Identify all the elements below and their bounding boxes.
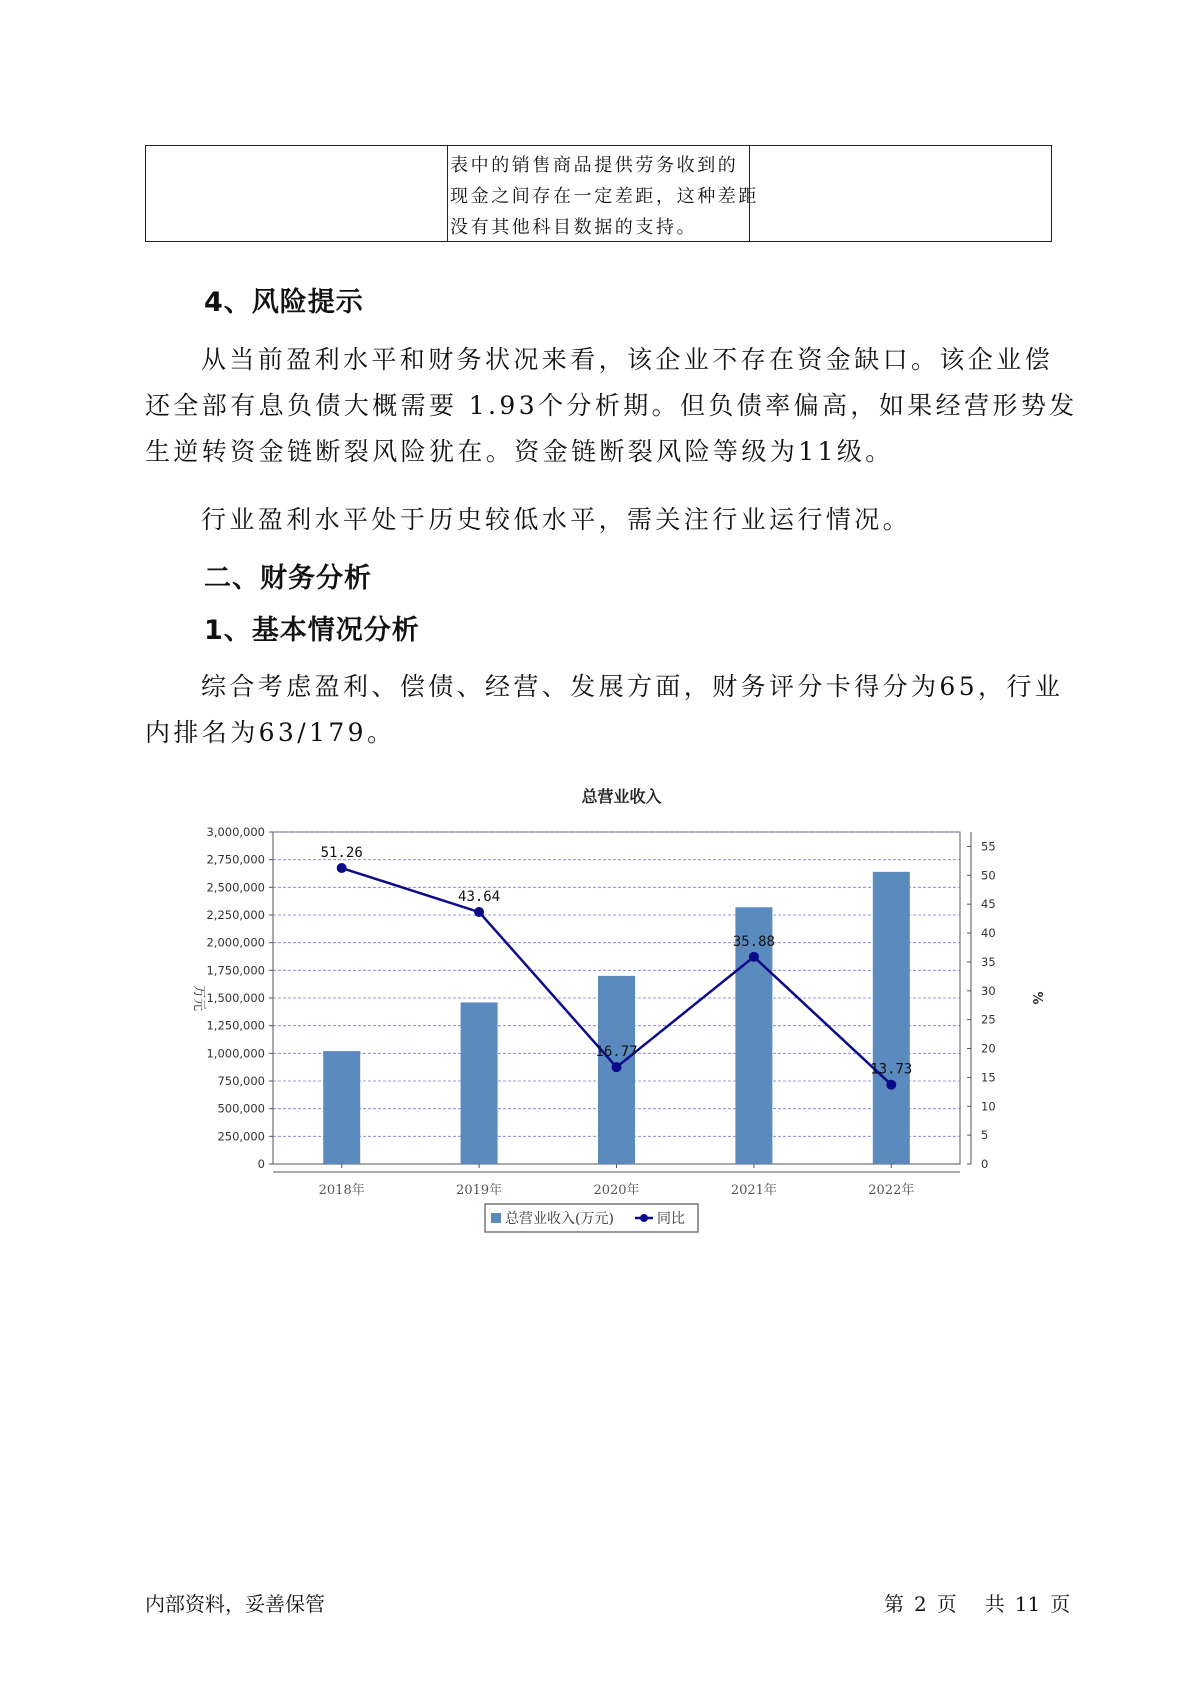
left-tick-label: 1,000,000 <box>206 1046 265 1061</box>
paragraph-line: 行业盈利水平处于历史较低水平，需关注行业运行情况。 <box>201 505 912 534</box>
left-tick-label: 2,500,000 <box>206 880 265 895</box>
table-fragment <box>145 145 1052 242</box>
x-tick-label: 2018年 <box>318 1183 365 1198</box>
table-text-line: 表中的销售商品提供劳务收到的 <box>450 155 739 176</box>
footer-page-number <box>884 1588 1080 1617</box>
x-tick-label: 2019年 <box>456 1183 503 1198</box>
table-cell-empty-right <box>750 146 1051 241</box>
page-num: 2 <box>914 1592 927 1616</box>
x-tick-label: 2021年 <box>730 1183 777 1198</box>
yoy-data-label: 16.77 <box>595 1044 638 1061</box>
legend-line-label: 同比 <box>657 1211 685 1227</box>
footer-confidential: 内部资料，妥善保管 <box>145 1592 325 1616</box>
total-num: 11 <box>1014 1592 1041 1616</box>
revenue-chart <box>175 780 1044 1240</box>
subsection-heading-basic: 1、基本情况分析 <box>204 615 420 646</box>
revenue-bar <box>323 1051 360 1164</box>
left-tick-label: 1,250,000 <box>206 1018 265 1033</box>
right-tick-label: 15 <box>981 1070 996 1085</box>
yoy-data-label: 43.64 <box>458 889 501 906</box>
yoy-point <box>474 907 484 917</box>
right-tick-label: 50 <box>981 868 996 883</box>
left-tick-label: 500,000 <box>217 1101 265 1116</box>
right-tick-label: 55 <box>981 839 996 854</box>
legend-bar-swatch <box>491 1213 501 1223</box>
legend-bar-label: 总营业收入(万元) <box>505 1211 614 1227</box>
left-tick-label: 1,500,000 <box>206 991 265 1005</box>
right-tick-label: 10 <box>981 1099 996 1114</box>
score-paragraph <box>145 664 1064 756</box>
right-tick-label: 35 <box>981 954 996 969</box>
right-tick-label: 30 <box>981 983 996 998</box>
yoy-data-label: 35.88 <box>732 933 775 950</box>
left-tick-label: 750,000 <box>217 1074 265 1088</box>
right-tick-label: 40 <box>981 926 996 941</box>
total-prefix: 共 <box>984 1592 1005 1616</box>
left-tick-label: 1,750,000 <box>206 963 265 978</box>
paragraph-line: 生逆转资金链断裂风险犹在。资金链断裂风险等级为11级。 <box>145 437 894 466</box>
revenue-bar <box>461 1002 498 1164</box>
left-tick-label: 2,750,000 <box>206 852 265 867</box>
page-prefix: 第 <box>884 1592 904 1616</box>
revenue-bar <box>873 872 910 1164</box>
paragraph-line: 还全部有息负债大概需要 1.93个分析期。但负债率偏高，如果经营形势发 <box>145 391 1078 420</box>
paragraph-line: 从当前盈利水平和财务状况来看，该企业不存在资金缺口。该企业偿 <box>201 345 1054 374</box>
left-axis-label: 万元 <box>191 984 206 1012</box>
table-text-line: 没有其他科目数据的支持。 <box>450 217 698 238</box>
right-tick-label: 0 <box>981 1157 989 1171</box>
right-axis-label: % <box>1029 991 1044 1005</box>
risk-paragraph <box>145 337 1078 475</box>
table-text-line: 现金之间存在一定差距，这种差距 <box>450 186 759 207</box>
x-tick-label: 2020年 <box>593 1183 640 1198</box>
yoy-point <box>612 1062 622 1072</box>
paragraph-line: 内排名为63/179。 <box>145 718 396 747</box>
section-heading-risk: 4、风险提示 <box>204 287 364 318</box>
table-cell-text <box>448 146 759 241</box>
chart-title: 总营业收入 <box>581 787 662 806</box>
left-tick-label: 2,250,000 <box>206 908 265 922</box>
yoy-point <box>886 1080 896 1090</box>
right-tick-label: 25 <box>981 1012 996 1027</box>
left-tick-label: 2,000,000 <box>206 935 265 950</box>
left-tick-label: 250,000 <box>217 1129 265 1144</box>
right-tick-label: 20 <box>981 1041 996 1056</box>
legend-line-marker <box>640 1214 648 1222</box>
right-tick-label: 5 <box>981 1128 989 1143</box>
yoy-point <box>337 863 347 873</box>
right-tick-label: 45 <box>981 897 996 912</box>
yoy-data-label: 13.73 <box>870 1061 913 1078</box>
table-cell-empty-left <box>146 146 448 241</box>
industry-paragraph <box>201 497 911 543</box>
yoy-data-label: 51.26 <box>320 845 363 862</box>
page-word: 页 <box>936 1592 957 1616</box>
x-tick-label: 2022年 <box>868 1183 915 1198</box>
paragraph-line: 综合考虑盈利、偿债、经营、发展方面，财务评分卡得分为65，行业 <box>201 672 1064 701</box>
yoy-point <box>749 952 759 962</box>
left-tick-label: 3,000,000 <box>206 825 265 839</box>
total-word: 页 <box>1050 1592 1071 1616</box>
left-tick-label: 0 <box>257 1157 265 1171</box>
section-heading-finance: 二、财务分析 <box>204 563 372 594</box>
